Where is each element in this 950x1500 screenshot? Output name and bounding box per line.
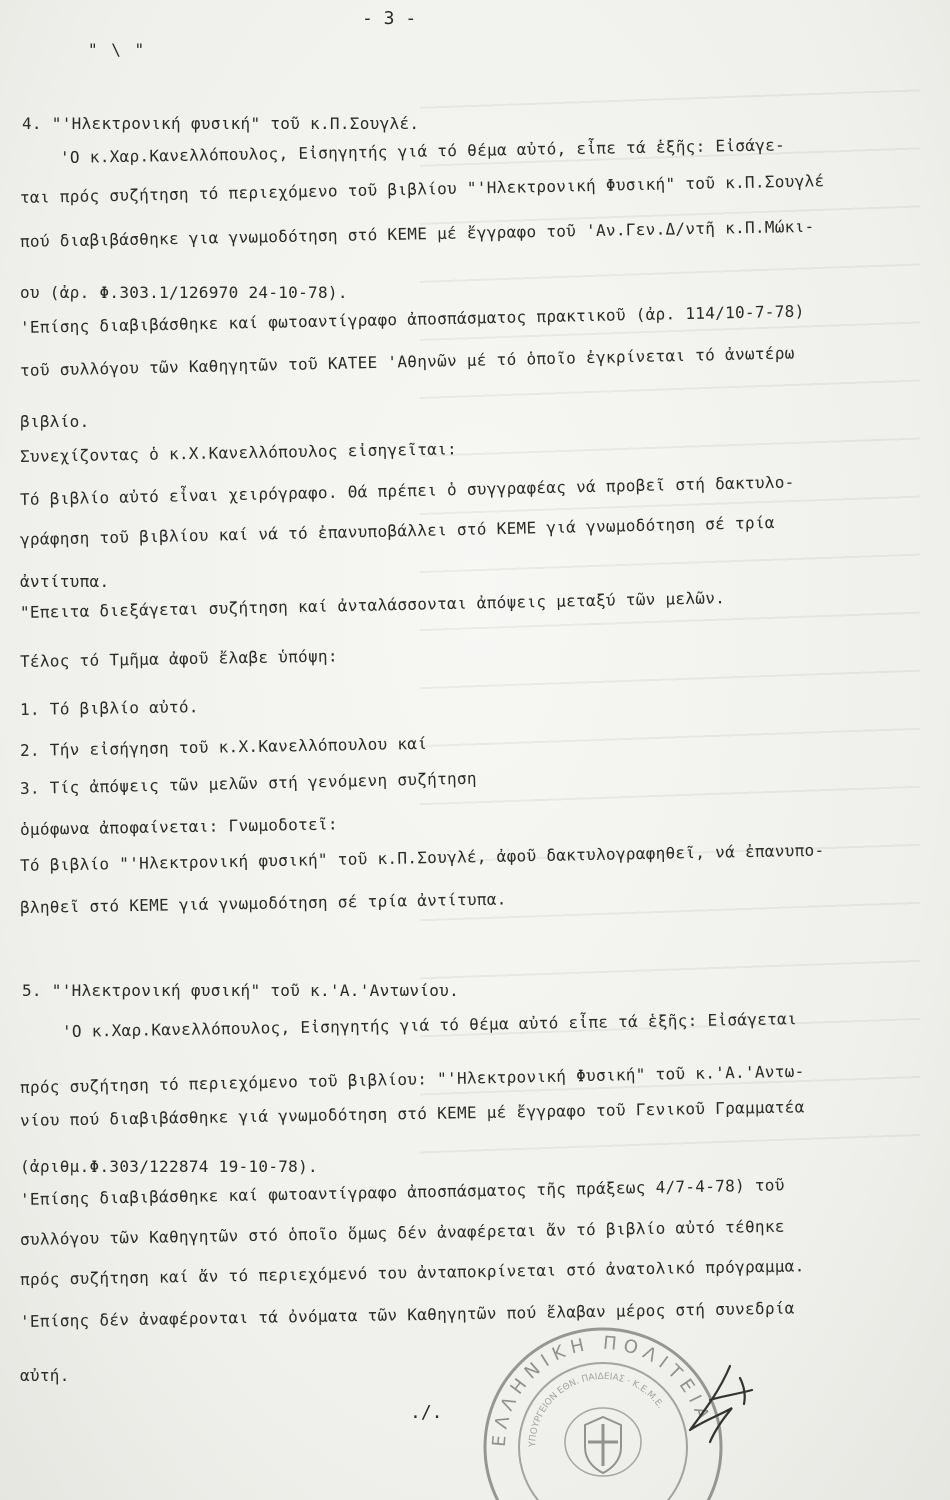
section-4-line: 'Επίσης διαβιβάσθηκε καί φωτοαντίγραφο ἀποσπάσματος πρακτικοῦ (ἀρ. 114/10-7-78) — [19, 301, 805, 337]
section-4-line: 'Ο κ.Χαρ.Κανελλόπουλος, Εἰσηγητής γιά τό θέμα αὐτό, εἶπε τά ἑξῆς: Εἰσάγε- — [59, 135, 786, 167]
section-4-line: Τό βιβλίο αὐτό εἶναι χειρόγραφο. Θά πρέπει ὁ συγγραφέας νά προβεῖ στή δακτυλο- — [19, 472, 795, 509]
section-4-line: γράφηση τοῦ βιβλίου καί νά τό ἐπανυποβάλλει στό ΚΕΜΕ γιά γνωμοδότηση σέ τρία — [19, 512, 775, 549]
continuation-mark: ./. — [410, 1402, 443, 1423]
section-5-line: συλλόγου τῶν Καθηγητῶν στό ὁποῖο ὅμως δέν ἀναφέρεται ἄν τό βιβλίο αὐτό τέθηκε — [19, 1216, 785, 1249]
decision-line: Τό βιβλίο "'Ηλεκτρονική φυσική" τοῦ κ.Π.Σουγλέ, ἀφοῦ δακτυλογραφηθεῖ, νά ἐπανυπο- — [19, 840, 825, 875]
section-4-line: πού διαβιβάσθηκε για γνωμοδότηση στό ΚΕΜΕ μέ ἔγγραφο τοῦ 'Αν.Γεν.Δ/ντῆ κ.Π.Μώκι- — [19, 216, 815, 251]
section-5-line: 'Ο κ.Χαρ.Κανελλόπουλος, Εἰσηγητής γιά τό θέμα αὐτό εἶπε τά ἑξῆς: Εἰσάγεται — [61, 1009, 798, 1041]
section-5-line: αὐτή. — [20, 1366, 70, 1385]
numbered-item: 1. Τό βιβλίο αὐτό. — [19, 697, 199, 719]
stamp-inner-text: ΥΠΟΥΡΓΕΙΟΝ ΕΘΝ. ΠΑΙΔΕΙΑΣ · Κ.Ε.Μ.Ε. — [527, 1371, 665, 1448]
section-4-line: ου (ἀρ. Φ.303.1/126970 24-10-78). — [20, 283, 348, 302]
section-5-line: πρός συζήτηση καί ἄν τό περιεχόμενό του ἀνταποκρίνεται στό ἀνατολικό πρόγραμμα. — [19, 1256, 805, 1289]
section-5-heading: 5. "'Ηλεκτρονική φυσική" τοῦ κ.'Α.'Αντωνίου. — [22, 981, 460, 1000]
page-number: - 3 - — [362, 8, 417, 29]
decision-line: βληθεῖ στό ΚΕΜΕ γιά γνωμοδότηση σέ τρία ἀντίτυπα. — [19, 889, 507, 917]
signature — [660, 1360, 770, 1450]
section-4-line: Συνεχίζοντας ὁ κ.Χ.Κανελλόπουλος εἰσηγεῖται: — [19, 439, 458, 466]
section-5-line: πρός συζήτηση τό περιεχόμενο τοῦ βιβλίου: "'Ηλεκτρονική Φυσική" τοῦ κ.'Α.'Αντω- — [19, 1061, 805, 1097]
section-4-line: ται πρός συζήτηση τό περιεχόμενο τοῦ βιβλίου "'Ηλεκτρονική Φυσική" τοῦ κ.Π.Σουγλέ — [19, 171, 825, 207]
numbered-item: 3. Τίς ἀπόψεις τῶν μελῶν στή γενόμενη συζήτηση — [19, 768, 478, 798]
section-4-line: βιβλίο. — [20, 412, 90, 431]
section-4-line: ἀντίτυπα. — [20, 572, 110, 591]
decision-line: ὁμόφωνα ἀποφαίνεται: Γνωμοδοτεῖ: — [19, 814, 338, 839]
section-5-line: (ἀριθμ.Φ.303/122874 19-10-78). — [20, 1157, 318, 1176]
stamp-ring-text: ΕΛΛΗΝΙΚΗ ΠΟΛΙΤΕΙΑ — [488, 1332, 715, 1448]
section-4-heading: 4. "'Ηλεκτρονική φυσική" τοῦ κ.Π.Σουγλέ. — [22, 114, 420, 133]
section-4-line: Τέλος τό Τμῆμα ἀφοῦ ἔλαβε ὑπόψη: — [19, 646, 338, 671]
numbered-item: 2. Τήν εἰσήγηση τοῦ κ.Χ.Κανελλόπουλου καί — [19, 733, 428, 760]
section-5-line: 'Επίσης διαβιβάσθηκε καί φωτοαντίγραφο ἀποσπάσματος τῆς πράξεως 4/7-4-78) τοῦ — [19, 1175, 785, 1209]
section-5-line: 'Επίσης δέν ἀναφέρονται τά ὀνόματα τῶν Καθηγητῶν πού ἔλαβαν μέρος στή συνεδρία — [19, 1298, 795, 1331]
header-marks: " \ " — [88, 40, 147, 59]
coat-of-arms-icon — [565, 1408, 641, 1476]
section-5-line: νίου πού διαβιβάσθηκε γιά γνωμοδότηση στό ΚΕΜΕ μέ ἔγγραφο τοῦ Γενικοῦ Γραμματέα — [19, 1097, 805, 1130]
section-4-line: "Επειτα διεξάγεται συζήτηση καί ἀνταλάσσονται ἀπόψεις μεταξύ τῶν μελῶν. — [19, 588, 726, 622]
section-4-line: τοῦ συλλόγου τῶν Καθηγητῶν τοῦ ΚΑΤΕΕ 'Αθηνῶν μέ τό ὁποῖο ἐγκρίνεται τό ἀνωτέρω — [19, 343, 795, 380]
